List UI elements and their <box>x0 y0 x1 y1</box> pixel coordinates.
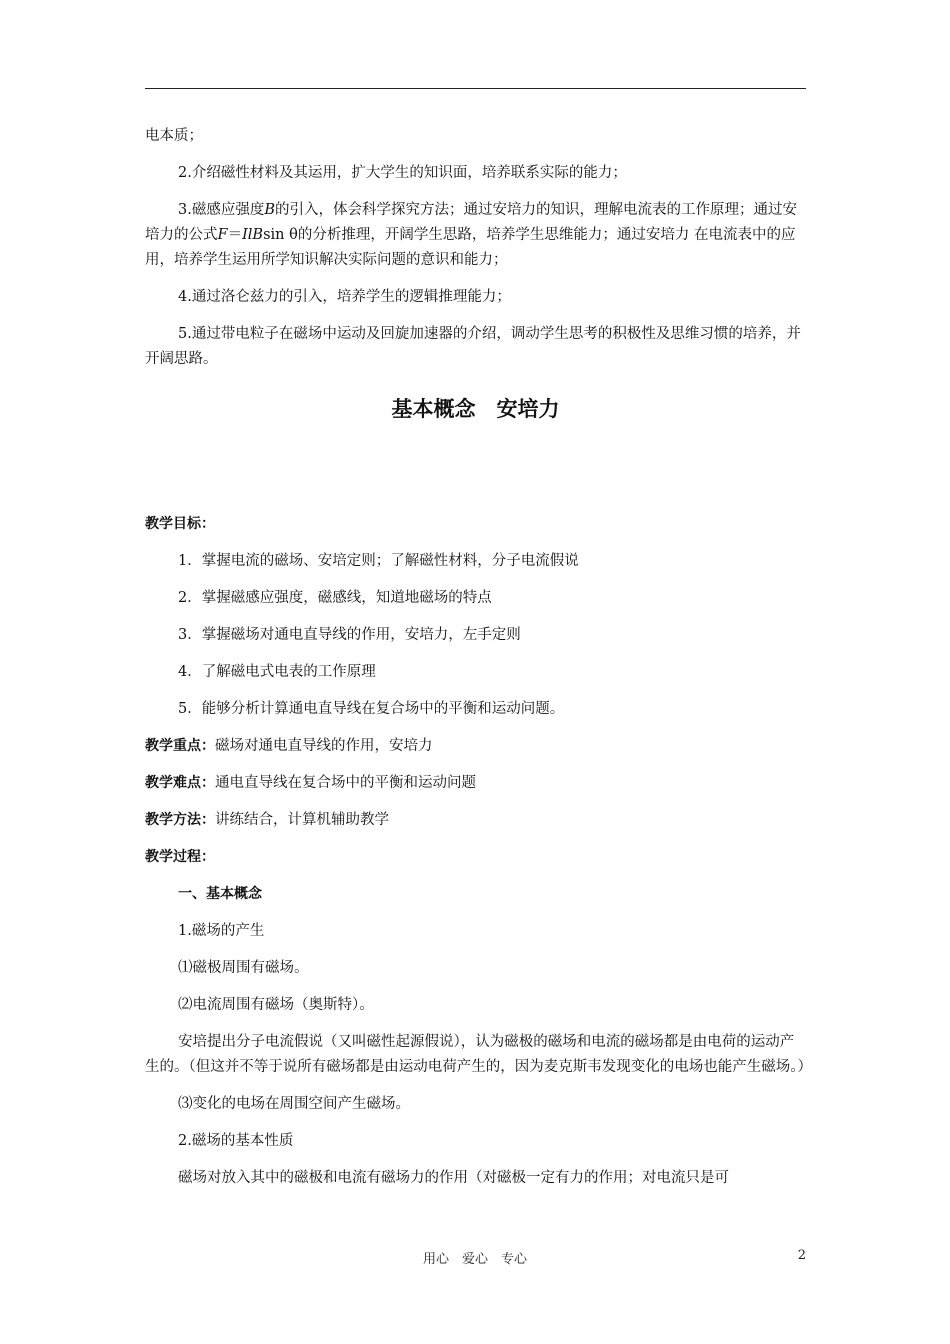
text-span: 3.磁感应强度 <box>178 202 265 218</box>
difficulty-label: 教学难点： <box>145 775 215 791</box>
process-s1b: ⑵电流周围有磁场（奥斯特）。 <box>178 997 374 1013</box>
symbol-f: F <box>217 227 228 243</box>
intro-item-4: 4.通过洛仑兹力的引入，培养学生的逻辑推理能力； <box>178 289 511 305</box>
process-s1: 1.磁场的产生 <box>178 923 265 939</box>
process-label: 教学过程： <box>145 849 215 865</box>
intro-item-5: 5.通过带电粒子在磁场中运动及回旋加速器的介绍，调动学生思考的积极性及思维习惯的培养，并开阔思路。 <box>145 326 801 367</box>
intro-line-0: 电本质； <box>145 128 203 144</box>
objective-item-2: 2．掌握磁感应强度，磁感线，知道地磁场的特点 <box>178 590 492 606</box>
symbol-b: B <box>264 202 275 218</box>
page-content <box>145 124 812 1191</box>
text-span: sin θ的分析推理，开阔学生思路，培养学生思维能力；通过安培力 在电流表中的应用，培养学生运用所学知识解决实际问题的意识和能力； <box>145 227 796 268</box>
difficulty <box>145 771 806 796</box>
header-rule <box>145 88 806 89</box>
difficulty-text: 通电直导线在复合场中的平衡和运动问题 <box>215 775 476 791</box>
process-s2: 2.磁场的基本性质 <box>178 1133 294 1149</box>
process-s1-paragraph: 安培提出分子电流假说（又叫磁性起源假说），认为磁极的磁场和电流的磁场都是由电荷的运动产生的。（但这并不等于说所有磁场都是由运动电荷产生的，因为麦克斯韦发现变化的电场也能产生磁场。） <box>145 1034 812 1075</box>
footer-motto: 用心 爱心 专心 <box>422 1252 527 1267</box>
process-s1a: ⑴磁极周围有磁场。 <box>178 960 309 976</box>
objective-item-4: 4．了解磁电式电表的工作原理 <box>178 664 376 680</box>
key-point-label: 教学重点： <box>145 738 215 754</box>
method <box>145 808 806 833</box>
key-point <box>145 734 806 759</box>
method-label: 教学方法： <box>145 812 215 828</box>
equals-sign: ＝ <box>227 227 243 243</box>
objective-item-1: 1．掌握电流的磁场、安培定则；了解磁性材料，分子电流假说 <box>178 553 579 569</box>
process-sub1: 一、基本概念 <box>178 886 262 902</box>
process-s2-paragraph: 磁场对放入其中的磁极和电流有磁场力的作用（对磁极一定有力的作用；对电流只是可 <box>178 1170 729 1186</box>
method-text: 讲练结合，计算机辅助教学 <box>215 812 389 828</box>
symbol-ilb: IlB <box>242 227 264 243</box>
objective-item-5: 5．能够分析计算通电直导线在复合场中的平衡和运动问题。 <box>178 701 565 717</box>
objectives-label: 教学目标： <box>145 516 215 532</box>
key-point-text: 磁场对通电直导线的作用，安培力 <box>215 738 433 754</box>
objective-item-3: 3．掌握磁场对通电直导线的作用，安培力，左手定则 <box>178 627 521 643</box>
process-s1c: ⑶变化的电场在周围空间产生磁场。 <box>178 1096 410 1112</box>
intro-item-2: 2.介绍磁性材料及其运用，扩大学生的知识面，培养联系实际的能力； <box>178 165 627 181</box>
text-span: 的引入，体会科学探究方法；通过安培力的知识，理解电流表的工作原理；通过安培力的公式 <box>145 202 797 243</box>
section-title: 基本概念 安培力 <box>391 397 560 421</box>
page-number: 2 <box>797 1248 806 1263</box>
intro-item-3 <box>145 198 806 273</box>
